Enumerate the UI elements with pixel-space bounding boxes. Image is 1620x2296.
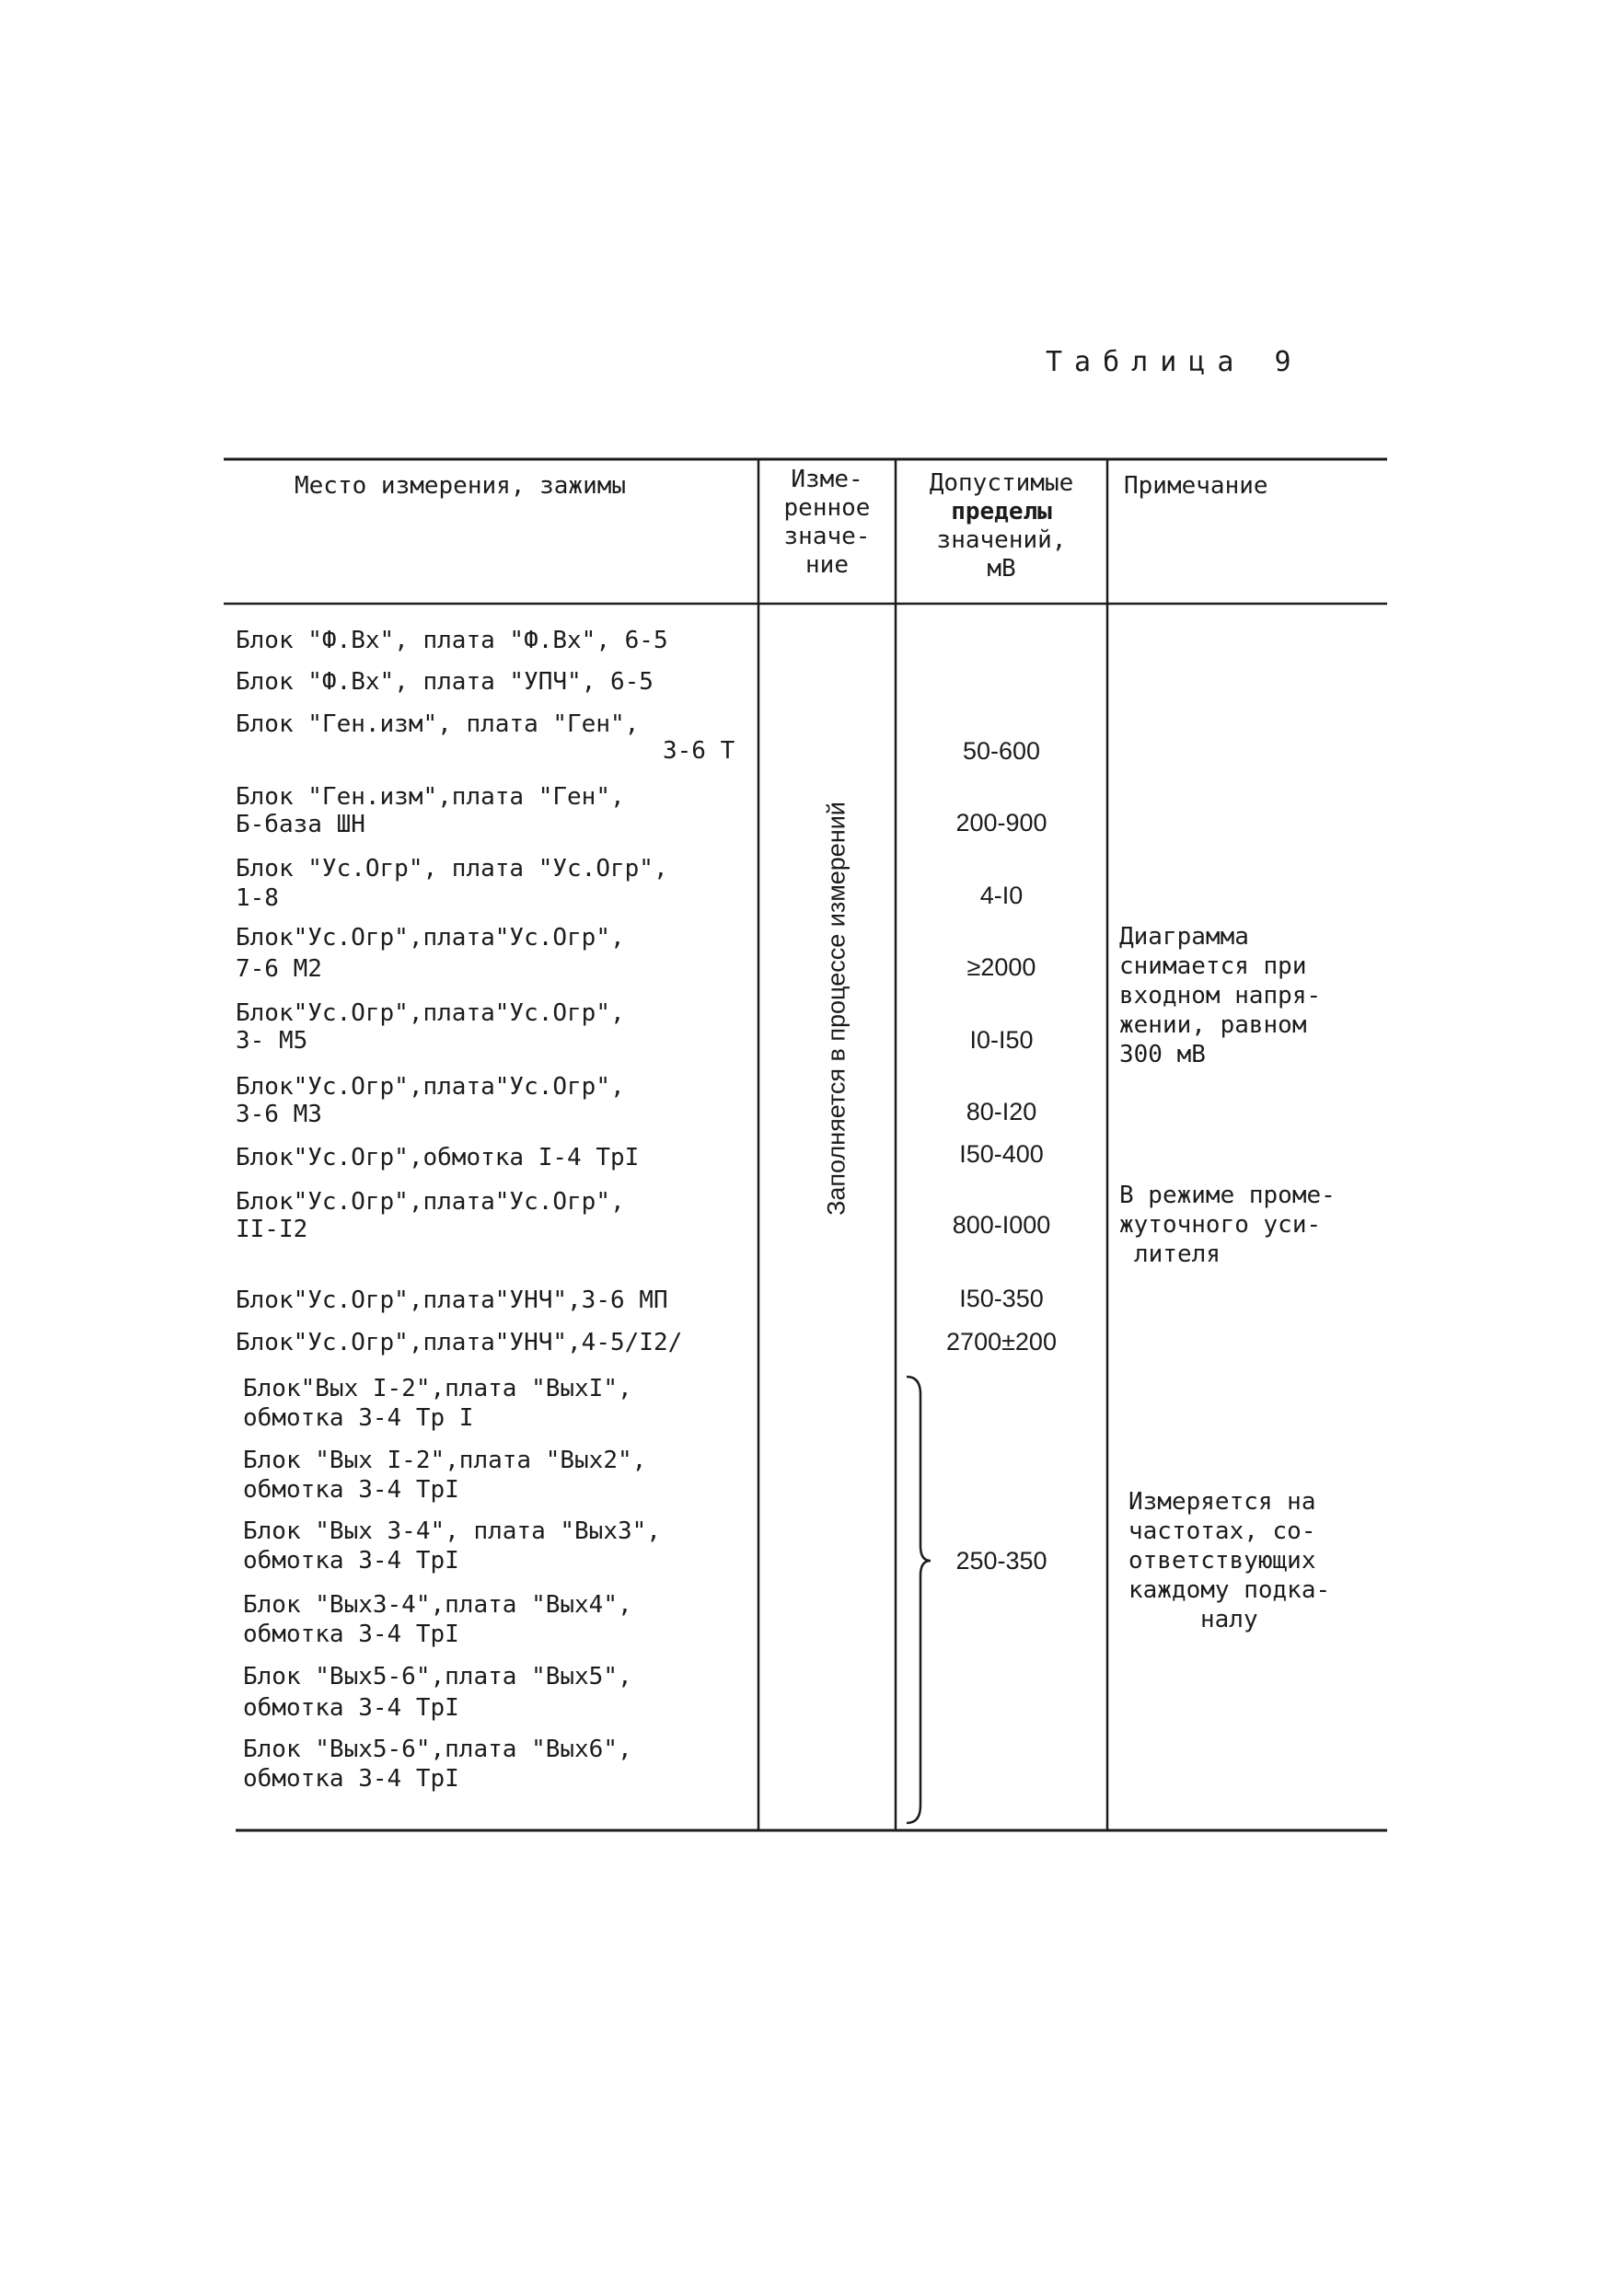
header-limits bbox=[896, 469, 1107, 583]
row-location: Блок"Ус.Огр",плата"Ус.Огр", bbox=[236, 924, 625, 952]
row-location: II-I2 bbox=[236, 1216, 308, 1243]
row-location: Блок"Ус.Огр",плата"УНЧ",3-6 МП bbox=[236, 1286, 668, 1314]
row-location: Блок "Ус.Огр", плата "Ус.Огр", bbox=[236, 855, 668, 883]
row-location: Б-база ШН bbox=[236, 811, 365, 838]
note-line: жуточного уси- bbox=[1119, 1211, 1322, 1239]
row-location: обмотка 3-4 ТрI bbox=[243, 1694, 459, 1722]
row-location: обмотка 3-4 Тр I bbox=[243, 1404, 474, 1432]
header-limits-line: мВ bbox=[987, 555, 1016, 583]
limit-value: 80-I20 bbox=[966, 1098, 1037, 1125]
row-location: обмотка 3-4 ТрI bbox=[243, 1621, 459, 1648]
row-location: Блок "Ф.Вх", плата "УПЧ", 6-5 bbox=[236, 668, 654, 696]
row-location: 3- М5 bbox=[236, 1027, 308, 1055]
note-line: каждому подка- bbox=[1128, 1576, 1331, 1604]
note-line: В режиме проме- bbox=[1119, 1182, 1336, 1209]
note-line: налу bbox=[1200, 1606, 1258, 1633]
limit-value: 50-600 bbox=[962, 737, 1041, 765]
limit-value: 4-I0 bbox=[979, 882, 1024, 909]
row-location: Блок"Ус.Огр",обмотка I-4 ТрI bbox=[236, 1144, 640, 1171]
row-location: Блок"Ус.Огр",плата"Ус.Огр", bbox=[236, 1188, 625, 1216]
limit-value: ≥2000 bbox=[966, 953, 1036, 981]
row-location: Блок "Вых5-6",плата "Вых6", bbox=[243, 1736, 632, 1763]
row-location: Блок "Ген.изм", плата "Ген", bbox=[236, 710, 640, 738]
note-line: частотах, со- bbox=[1128, 1517, 1316, 1545]
row-location: Блок "Вых 3-4", плата "Вых3", bbox=[243, 1517, 661, 1545]
header-measured-line: Изме- bbox=[791, 466, 863, 493]
header-measured-line: ренное bbox=[783, 494, 871, 522]
row-location: Блок"Ус.Огр",плата"Ус.Огр", bbox=[236, 999, 625, 1027]
row-location: 3-6 Т bbox=[663, 737, 735, 765]
row-location: Блок "Вых5-6",плата "Вых5", bbox=[243, 1663, 632, 1690]
row-location: 3-6 М3 bbox=[236, 1101, 322, 1128]
limit-value: I50-350 bbox=[959, 1285, 1044, 1312]
note-line: Измеряется на bbox=[1128, 1488, 1316, 1516]
header-note: Примечание bbox=[1124, 472, 1268, 500]
row-location: обмотка 3-4 ТрI bbox=[243, 1476, 459, 1504]
limit-value: 800-I000 bbox=[952, 1211, 1051, 1239]
limits-brace bbox=[907, 1377, 931, 1823]
row-location: Блок"Вых I-2",плата "ВыхI", bbox=[243, 1375, 632, 1402]
header-measured bbox=[758, 466, 896, 580]
limit-value: I0-I50 bbox=[969, 1026, 1034, 1054]
note-line: снимается при bbox=[1119, 952, 1307, 980]
note-line: входном напря- bbox=[1119, 982, 1322, 1010]
note-line: 300 мВ bbox=[1119, 1041, 1206, 1068]
table-title: Таблица 9 bbox=[1046, 346, 1303, 378]
row-location: Блок"Ус.Огр",плата"Ус.Огр", bbox=[236, 1073, 625, 1101]
note-line: лителя bbox=[1134, 1240, 1221, 1268]
limit-value: 2700±200 bbox=[946, 1328, 1057, 1356]
note-line: жении, равном bbox=[1119, 1011, 1307, 1039]
row-location: 1-8 bbox=[236, 884, 279, 912]
note-line: Диаграмма bbox=[1119, 923, 1249, 951]
limit-value: 200-900 bbox=[955, 809, 1047, 836]
row-location: Блок "Вых3-4",плата "Вых4", bbox=[243, 1591, 632, 1619]
header-limits-line: значений, bbox=[936, 526, 1067, 554]
measured-value-note: Заполняется в процессе измерений bbox=[822, 802, 850, 1216]
note-line: ответствующих bbox=[1128, 1547, 1316, 1575]
limit-value: 250-350 bbox=[955, 1547, 1047, 1575]
row-location: Блок "Вых I-2",плата "Вых2", bbox=[243, 1447, 647, 1474]
row-location: Блок "Ген.изм",плата "Ген", bbox=[236, 783, 625, 811]
row-location: обмотка 3-4 ТрI bbox=[243, 1765, 459, 1793]
row-location: Блок"Ус.Огр",плата"УНЧ",4-5/I2/ bbox=[236, 1329, 683, 1356]
header-location: Место измерения, зажимы bbox=[295, 472, 627, 500]
header-limits-line: пределы bbox=[951, 498, 1052, 525]
row-location: обмотка 3-4 ТрI bbox=[243, 1547, 459, 1575]
header-limits-line: Допустимые bbox=[929, 469, 1074, 497]
header-measured-line: значе- bbox=[783, 523, 871, 550]
row-location: Блок "Ф.Вх", плата "Ф.Вх", 6-5 bbox=[236, 627, 668, 654]
limit-value: I50-400 bbox=[959, 1140, 1044, 1168]
row-location: 7-6 М2 bbox=[236, 955, 322, 983]
header-measured-line: ние bbox=[805, 551, 849, 579]
